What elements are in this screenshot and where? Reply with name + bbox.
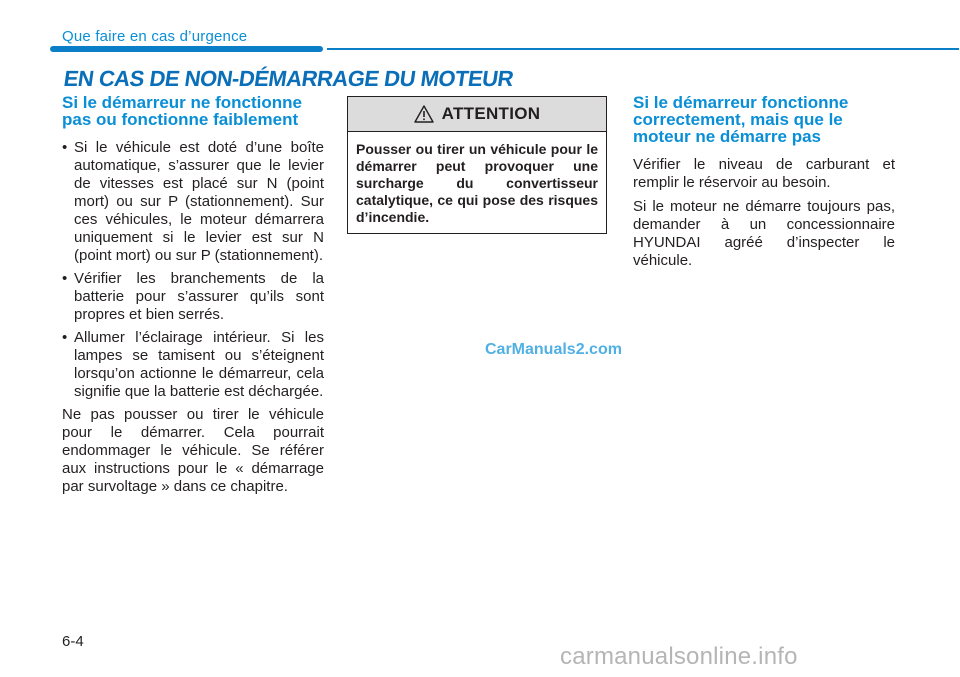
left-paragraph: Ne pas pousser ou tirer le véhicule pour le démarrer. Cela pourrait endommager le véhicule. Se référer aux instructions pour le « démarrage par survoltage » dans ce chapitre. (62, 406, 324, 495)
right-paragraph: Vérifier le niveau de carburant et remplir le réservoir au besoin. (633, 156, 895, 191)
watermark: CarManuals2.com (485, 341, 622, 358)
warning-triangle-icon (414, 105, 434, 123)
page-title: EN CAS DE NON-DÉMARRAGE DU MOTEUR (62, 66, 515, 91)
list-item: • Vérifier les branchements de la batterie pour s’assurer qu’ils sont propres et bien serrés. (62, 270, 324, 324)
warning-header (348, 97, 606, 132)
section-label: Que faire en cas d’urgence (62, 28, 248, 45)
warning-title: ATTENTION (441, 104, 541, 123)
warning-box (347, 96, 607, 234)
right-paragraph: Si le moteur ne démarre toujours pas, demander à un concessionnaire HYUNDAI agréé d’inspecter le véhicule. (633, 198, 895, 269)
header-rule-thin (327, 48, 959, 50)
left-column (62, 94, 324, 502)
right-column (633, 94, 895, 276)
right-heading: Si le démarreur fonctionne correctement, mais que le moteur ne démarre pas (633, 93, 849, 146)
list-item: • Allumer l’éclairage intérieur. Si les lampes se tamisent ou s’éteignent lorsqu’on actionne le démarreur, cela signifie que la batterie est déchargée. (62, 329, 324, 401)
header-rule-thick (50, 46, 323, 52)
bullet-list (62, 139, 324, 401)
list-item: • Si le véhicule est doté d’une boîte automatique, s’assurer que le levier de vitesses est placé sur N (point mort) ou sur P (stationnement). Sur ces véhicules, le moteur démarrera uniquement si le levier est sur N (point mort) ou sur P (stationnement). (62, 139, 324, 265)
left-heading: Si le démarreur ne fonctionne pas ou fonctionne faiblement (62, 93, 302, 129)
footer-watermark: carmanualsonline.info (560, 643, 798, 670)
page-number: 6-4 (62, 633, 84, 650)
warning-text: Pousser ou tirer un véhicule pour le démarrer peut provoquer une surcharge du convertisseur catalytique, ce qui pose des risques d’incendie. (356, 141, 598, 225)
